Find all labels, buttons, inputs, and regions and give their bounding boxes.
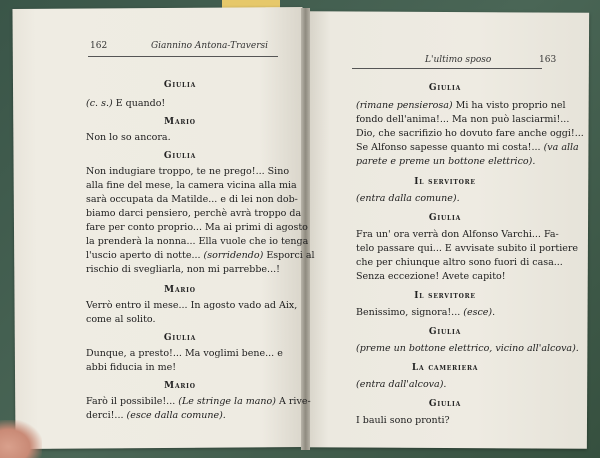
text-line xyxy=(356,343,579,354)
stage-direction: (esce dalla comune). xyxy=(126,410,226,421)
dialogue-text: telo passare qui... E avvisate subito il portiere xyxy=(356,243,579,254)
text-line xyxy=(356,307,495,318)
dialogue-text: l'uscio aperto di notte... xyxy=(86,250,204,261)
text-line xyxy=(356,100,566,111)
stage-direction: (rimane pensierosa) xyxy=(356,100,453,111)
speaker-name: Giulia xyxy=(163,333,197,343)
speaker-name: Giulia xyxy=(428,399,462,409)
dialogue-text: che per chiunque altro sono fuori di casa... xyxy=(356,257,563,268)
text-line xyxy=(356,128,584,139)
dialogue-text: E quando! xyxy=(115,98,166,109)
dialogue-text: Dunque, a presto!... Ma voglimi bene... e xyxy=(86,348,283,359)
dialogue-text: la prenderà la nonna... Ella vuole che io tenga xyxy=(86,236,309,247)
left-header-rule xyxy=(88,56,278,57)
dialogue-text: Farò il possibile!... xyxy=(86,396,179,407)
right-page-number: 163 xyxy=(539,55,557,65)
stage-direction: (va alla xyxy=(543,142,579,153)
right-running-head: L'ultimo sposo xyxy=(425,55,492,65)
stage-direction: (entra dall'alcova). xyxy=(356,379,447,390)
stage-direction: (esce). xyxy=(463,307,496,318)
dialogue-text: rischio di svegliarla, non mi parrebbe...! xyxy=(86,264,280,275)
text-line xyxy=(356,229,559,240)
dialogue-text: come al solito. xyxy=(86,314,156,325)
text-line xyxy=(86,208,301,219)
stage-direction: (Le stringe la mano) xyxy=(178,396,276,407)
dialogue-text: Se Alfonso sapesse quanto mi costa!... xyxy=(356,142,544,153)
text-line xyxy=(86,314,155,325)
speaker-name: Giulia xyxy=(428,327,462,337)
dialogue-text: Esporci al xyxy=(263,250,315,261)
speaker-name: Giulia xyxy=(428,213,462,223)
text-line xyxy=(86,236,308,247)
stage-direction: (c. s.) xyxy=(86,98,116,109)
dialogue-text: biamo darci pensiero, perchè avrà troppo da xyxy=(86,208,302,219)
left-running-head: Giannino Antona-Traversi xyxy=(150,41,269,51)
speaker-name: Giulia xyxy=(163,80,197,90)
right-header-rule xyxy=(352,68,542,69)
text-line xyxy=(356,415,450,426)
dialogue-text: Mi ha visto proprio nel xyxy=(452,100,566,111)
left-header xyxy=(90,41,268,51)
stage-direction: parete e preme un bottone elettrico). xyxy=(356,156,536,167)
speaker-name: Il servitore xyxy=(414,177,476,187)
speaker-name: Giulia xyxy=(163,151,197,161)
dialogue-text: I bauli sono pronti? xyxy=(356,415,450,426)
right-header xyxy=(425,55,556,65)
stage-direction: (preme un bottone elettrico, vicino all'alcova). xyxy=(356,343,579,354)
text-line xyxy=(356,142,579,153)
speaker-name: Il servitore xyxy=(414,291,476,301)
text-line xyxy=(86,348,283,359)
text-line xyxy=(86,396,311,407)
speaker-name: Mario xyxy=(164,381,196,391)
text-line xyxy=(86,180,297,191)
text-line xyxy=(86,264,280,275)
dialogue-text: A rive- xyxy=(275,396,311,407)
text-line xyxy=(356,114,569,125)
dialogue-text: Fra un' ora verrà don Alfonso Varchi... Fa- xyxy=(356,229,559,240)
text-line xyxy=(356,193,460,204)
stage-direction: (entra dalla comune). xyxy=(356,193,460,204)
speaker-name: La cameriera xyxy=(411,363,479,373)
text-line xyxy=(86,194,298,205)
text-line xyxy=(356,156,535,167)
dialogue-text: derci!... xyxy=(86,410,127,421)
text-line xyxy=(86,132,171,143)
text-line xyxy=(356,271,506,282)
text-line xyxy=(86,362,176,373)
dialogue-text: alla fine del mese, la camera vicina alla mia xyxy=(86,180,297,191)
dialogue-text: abbi fiducia in me! xyxy=(86,362,177,373)
text-line xyxy=(356,379,446,390)
text-line xyxy=(86,250,315,261)
dialogue-text: sarà occupata da Matilde... e di lei non dob- xyxy=(86,194,298,205)
text-line xyxy=(86,410,226,421)
dialogue-text: Senza eccezione! Avete capito! xyxy=(356,271,506,282)
speaker-name: Giulia xyxy=(428,83,462,93)
speaker-name: Mario xyxy=(164,285,196,295)
left-page-number: 162 xyxy=(90,41,108,51)
dialogue-text: Non lo so ancora. xyxy=(86,132,171,143)
dialogue-text: Verrò entro il mese... In agosto vado ad Aix, xyxy=(86,300,298,311)
text-line xyxy=(86,300,297,311)
stage-direction: (sorridendo) xyxy=(203,250,264,261)
text-line xyxy=(356,243,578,254)
speaker-name: Mario xyxy=(164,117,196,127)
thumb-fingertip xyxy=(0,420,42,458)
dialogue-text: Non indugiare troppo, te ne prego!... Sino xyxy=(86,166,290,177)
dialogue-text: fondo dell'anima!... Ma non può lasciarmi!... xyxy=(356,114,570,125)
dialogue-text: Benissimo, signora!... xyxy=(356,307,464,318)
dialogue-text: Dio, che sacrifizio ho dovuto fare anche oggi!... xyxy=(356,128,584,139)
text-line xyxy=(86,98,165,109)
text-line xyxy=(86,222,308,233)
dialogue-text: fare per conto proprio... Ma ai primi di agosto xyxy=(86,222,308,233)
text-line xyxy=(356,257,563,268)
text-line xyxy=(86,166,289,177)
